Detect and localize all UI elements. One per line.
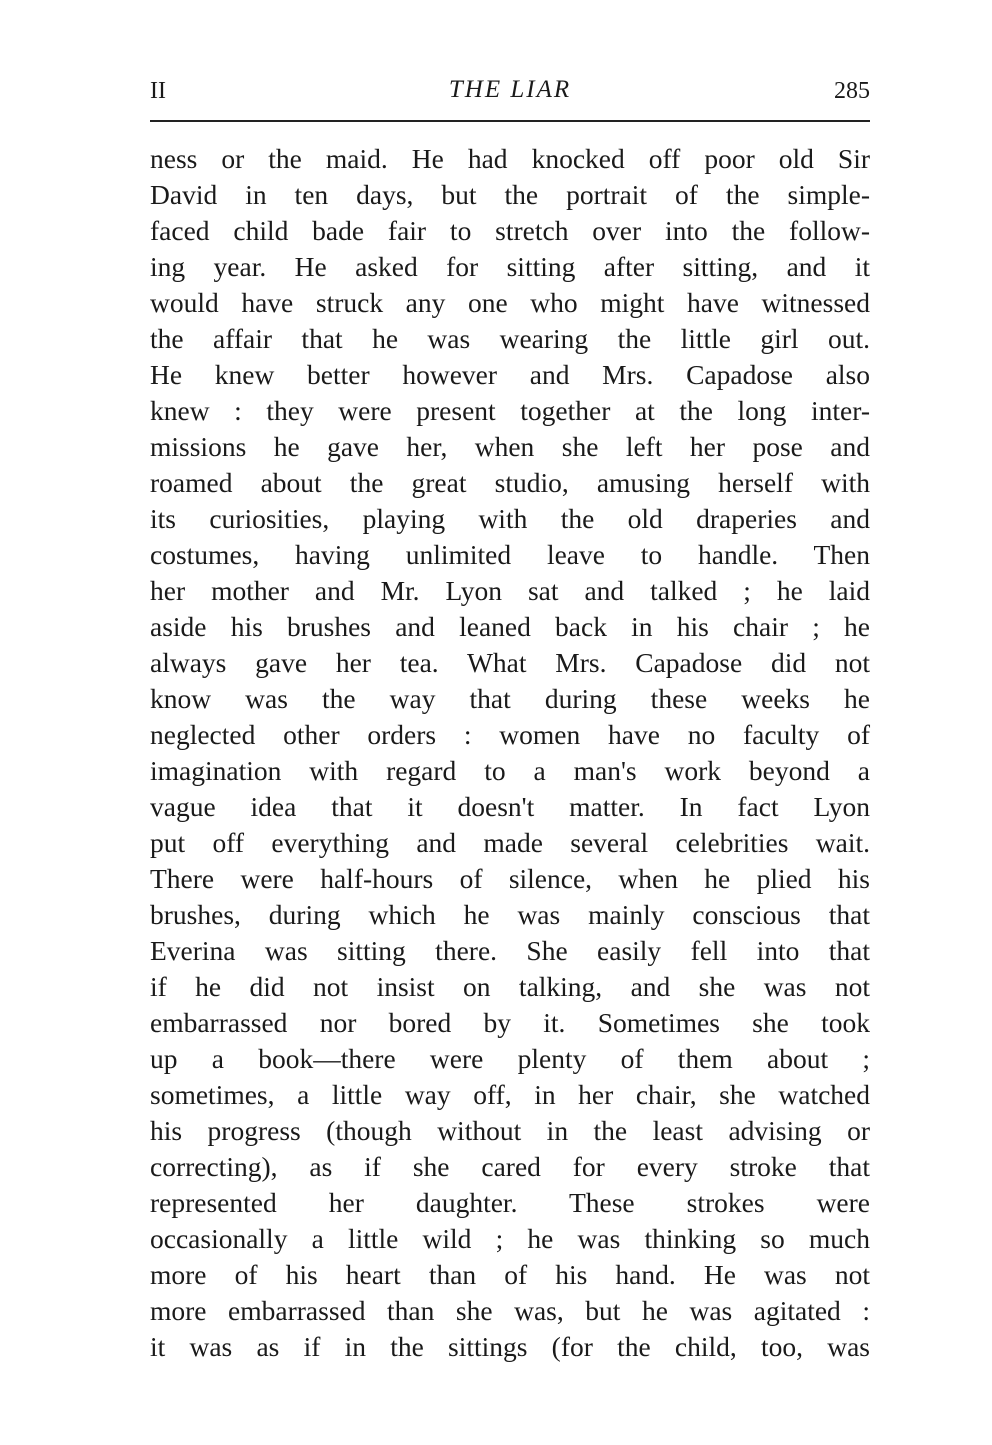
text-line: up a book—there were plenty of them about ; [150,1043,870,1074]
text-line: neglected other orders : women have no faculty of [150,719,870,750]
running-title: THE LIAR [448,76,572,103]
text-line: Everina was sitting there. She easily fell into that [150,935,870,966]
text-line: vague idea that it doesn't matter. In fact Lyon [150,791,870,822]
text-line: sometimes, a little way off, in her chair, she watched [150,1079,870,1110]
text-line: occasionally a little wild ; he was thinking so much [150,1223,870,1254]
text-line: his progress (though without in the least advising or [150,1115,870,1146]
text-line: embarrassed nor bored by it. Sometimes she took [150,1007,870,1038]
text-line: her mother and Mr. Lyon sat and talked ; he laid [150,575,870,606]
text-line: would have struck any one who might have witnessed [150,287,870,318]
page-header [150,72,870,112]
text-line: David in ten days, but the portrait of the simple- [150,179,870,210]
text-line: know was the way that during these weeks he [150,683,870,714]
text-line: ing year. He asked for sitting after sitting, and it [150,251,870,282]
text-line: ness or the maid. He had knocked off poor old Sir [150,143,870,174]
text-line: correcting), as if she cared for every stroke that [150,1151,870,1182]
text-line: faced child bade fair to stretch over into the follow- [150,215,870,246]
text-line: costumes, having unlimited leave to handle. Then [150,539,870,570]
text-line: represented her daughter. These strokes were [150,1187,870,1218]
text-line: imagination with regard to a man's work beyond a [150,755,870,786]
body-text [150,141,870,1365]
text-line: more of his heart than of his hand. He was not [150,1259,870,1290]
text-line: knew : they were present together at the long inter- [150,395,870,426]
text-line: it was as if in the sittings (for the child, too, was [150,1331,870,1362]
text-line: the affair that he was wearing the little girl out. [150,323,870,354]
text-line: always gave her tea. What Mrs. Capadose did not [150,647,870,678]
header-rule [150,120,870,122]
text-line: if he did not insist on talking, and she was not [150,971,870,1002]
text-line: its curiosities, playing with the old draperies and [150,503,870,534]
text-line: aside his brushes and leaned back in his chair ; he [150,611,870,642]
text-line: put off everything and made several celebrities wait. [150,827,870,858]
text-line: There were half-hours of silence, when he plied his [150,863,870,894]
text-line: He knew better however and Mrs. Capadose also [150,359,870,390]
page-number: 285 [834,78,870,104]
chapter-signature: II [150,78,166,104]
text-line: roamed about the great studio, amusing herself with [150,467,870,498]
text-line: missions he gave her, when she left her pose and [150,431,870,462]
text-line: brushes, during which he was mainly conscious that [150,899,870,930]
text-line: more embarrassed than she was, but he was agitated : [150,1295,870,1326]
